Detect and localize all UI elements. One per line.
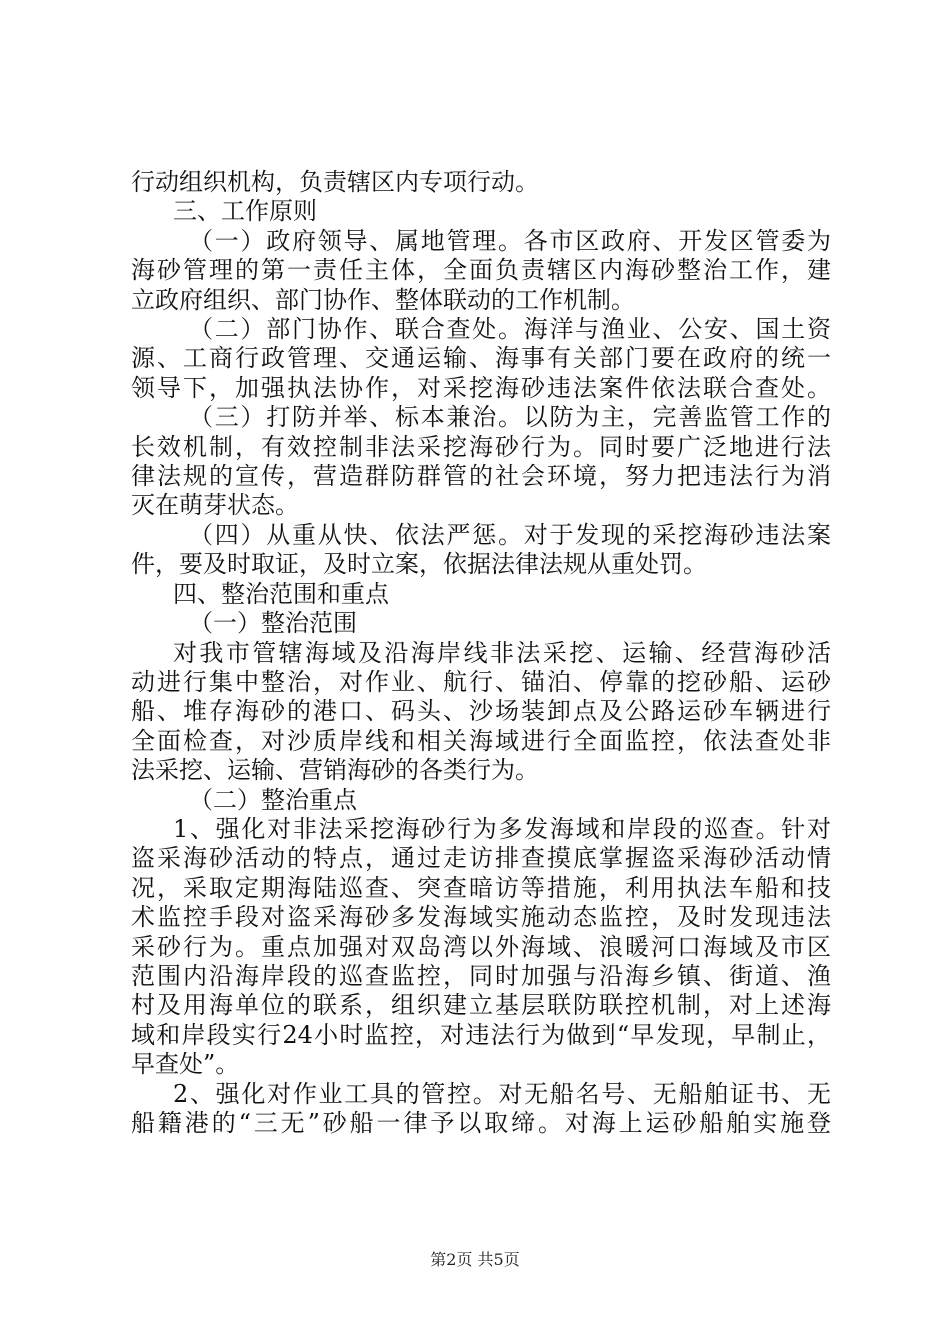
text-line: （二）部门协作、联合查处。海洋与渔业、公安、国土资 xyxy=(189,315,831,344)
text-line: 早查处”。 xyxy=(131,1050,240,1079)
text-line: 术监控手段对盗采海砂多发海域实施动态监控，及时发现违法 xyxy=(131,903,831,932)
text-line: （四）从重从快、依法严惩。对于发现的采挖海砂违法案 xyxy=(189,520,831,549)
text-line: 律法规的宣传，营造群防群管的社会环境，努力把违法行为消 xyxy=(131,462,831,491)
text-line: （二）整治重点 xyxy=(189,785,357,814)
text-line: （三）打防并举、标本兼治。以防为主，完善监管工作的 xyxy=(189,403,831,432)
text-line: 动进行集中整治，对作业、航行、锚泊、停靠的挖砂船、运砂 xyxy=(131,667,831,696)
page-footer: 第2页 共5页 xyxy=(430,1250,520,1269)
text-line: 四、整治范围和重点 xyxy=(173,579,389,608)
text-line: 1、强化对非法采挖海砂行为多发海域和岸段的巡查。针对 xyxy=(173,814,831,843)
text-line: 三、工作原则 xyxy=(173,197,317,226)
document-body xyxy=(131,168,831,1138)
text-line: 灭在萌芽状态。 xyxy=(131,491,299,520)
text-line: 源、工商行政管理、交通运输、海事有关部门要在政府的统一 xyxy=(131,344,831,373)
text-line: 船籍港的“三无”砂船一律予以取缔。对海上运砂船舶实施登 xyxy=(131,1109,831,1137)
text-line: 法采挖、运输、营销海砂的各类行为。 xyxy=(131,756,539,785)
text-line: 件，要及时取证，及时立案，依据法律法规从重处罚。 xyxy=(131,550,707,579)
text-line: 船、堆存海砂的港口、码头、沙场装卸点及公路运砂车辆进行 xyxy=(131,697,831,726)
text-line: 域和岸段实行24小时监控，对违法行为做到“早发现，早制止， xyxy=(131,1020,831,1049)
text-line: 范围内沿海岸段的巡查监控，同时加强与沿海乡镇、街道、渔 xyxy=(131,961,831,990)
text-line: 对我市管辖海域及沿海岸线非法采挖、运输、经营海砂活 xyxy=(173,638,831,667)
text-line: 长效机制，有效控制非法采挖海砂行为。同时要广泛地进行法 xyxy=(131,432,831,461)
text-line: （一）政府领导、属地管理。各市区政府、开发区管委为 xyxy=(189,226,831,255)
text-line: 采砂行为。重点加强对双岛湾以外海域、浪暖河口海域及市区 xyxy=(131,932,831,961)
text-line: 领导下，加强执法协作，对采挖海砂违法案件依法联合查处。 xyxy=(131,373,831,402)
text-line: （一）整治范围 xyxy=(189,609,357,638)
text-line: 全面检查，对沙质岸线和相关海域进行全面监控，依法查处非 xyxy=(131,726,831,755)
text-line: 盗采海砂活动的特点，通过走访排查摸底掌握盗采海砂活动情 xyxy=(131,844,831,873)
text-line: 况，采取定期海陆巡查、突查暗访等措施，利用执法车船和技 xyxy=(131,873,831,902)
text-line: 海砂管理的第一责任主体，全面负责辖区内海砂整治工作，建 xyxy=(131,256,831,285)
text-line: 2、强化对作业工具的管控。对无船名号、无船舶证书、无 xyxy=(173,1079,831,1108)
text-line: 村及用海单位的联系，组织建立基层联防联控机制，对上述海 xyxy=(131,991,831,1020)
text-line: 立政府组织、部门协作、整体联动的工作机制。 xyxy=(131,285,635,314)
text-line: 行动组织机构，负责辖区内专项行动。 xyxy=(131,168,539,196)
